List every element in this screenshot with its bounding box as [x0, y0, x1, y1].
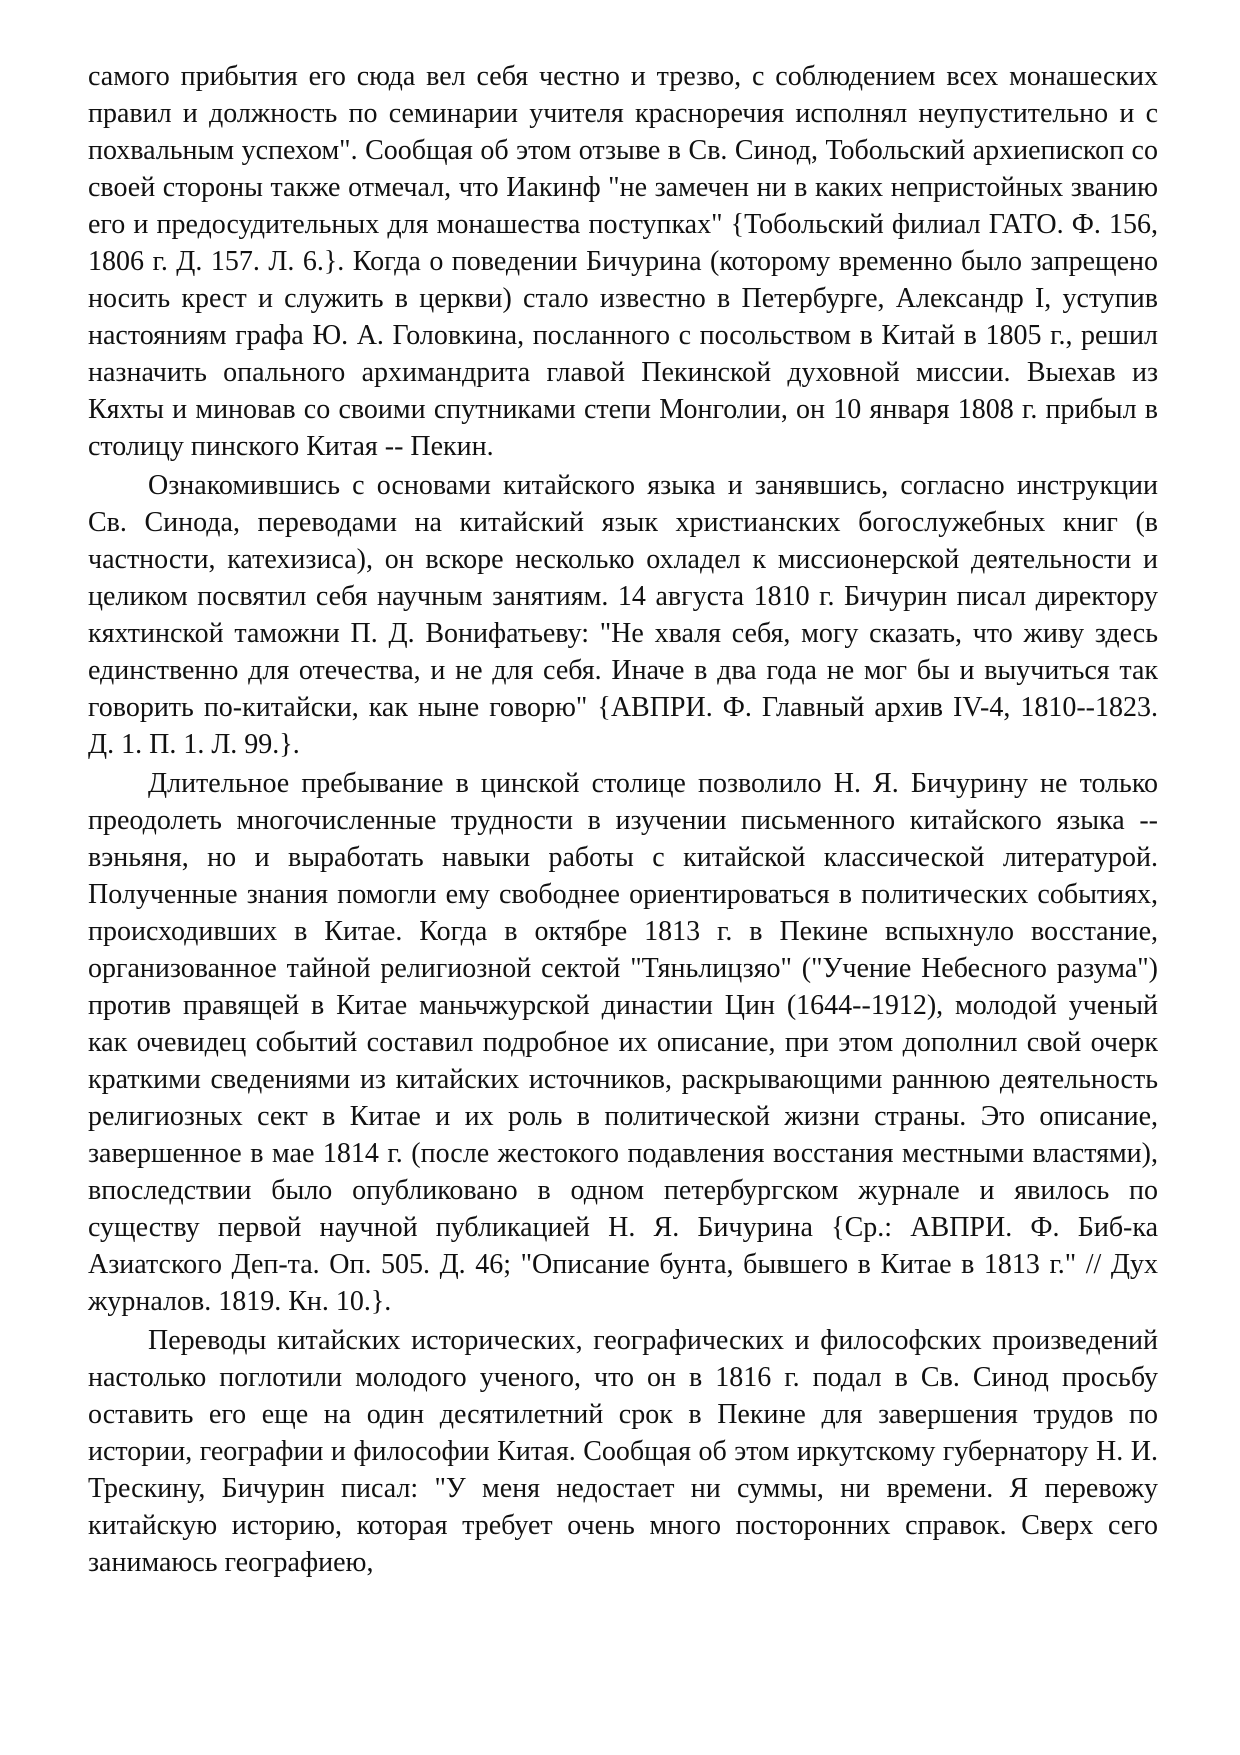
paragraph-1: самого прибытия его сюда вел себя честно и трезво, с соблюдением всех монашеских правил и должность по семинарии учителя красноречия исполнял неупустительно и с похвальным успехом". Сообщая об этом отзыве в Св. Синод, Тобольский архиепископ со своей стороны также отмечал, что Иакинф "не замечен ни в каких непристойных званию его и предосудительных для монашества поступках" {Тобольский филиал ГАТО. Ф. 156, 1806 г. Д. 157. Л. 6.}. Когда о поведении Бичурина (которому временно было запрещено носить крест и служить в церкви) стало известно в Петербурге, Александр I, уступив настояниям графа Ю. А. Головкина, посланного с посольством в Китай в 1805 г., решил назначить опального архимандрита главой Пекинской духовной миссии. Выехав из Кяхты и миновав со своими спутниками степи Монголии, он 10 января 1808 г. прибыл в столицу пинского Китая -- Пекин.	[88, 61, 1158, 462]
paragraph-2: Ознакомившись с основами китайского языка и занявшись, согласно инструкции Св. Синода, переводами на китайский язык христианских богослужебных книг (в частности, катехизиса), он вскоре несколько охладел к миссионерской деятельности и целиком посвятил себя научным занятиям. 14 августа 1810 г. Бичурин писал директору кяхтинской таможни П. Д. Вонифатьеву: "Не хваля себя, могу сказать, что живу здесь единственно для отечества, и не для себя. Иначе в два года не мог бы и выучиться так говорить по-китайски, как ныне говорю" {АВПРИ. Ф. Главный архив IV-4, 1810--1823. Д. 1. П. 1. Л. 99.}.	[88, 470, 1158, 760]
paragraph-3: Длительное пребывание в цинской столице позволило Н. Я. Бичурину не только преодолеть многочисленные трудности в изучении письменного китайского языка -- вэньяня, но и выработать навыки работы с китайской классической литературой. Полученные знания помогли ему свободнее ориентироваться в политических событиях, происходивших в Китае. Когда в октябре 1813 г. в Пекине вспыхнуло восстание, организованное тайной религиозной сектой "Тяньлицзяо" ("Учение Небесного разума") против правящей в Китае маньчжурской династии Цин (1644--1912), молодой ученый как очевидец событий составил подробное их описание, при этом дополнил свой очерк краткими сведениями из китайских источников, раскрывающими раннюю деятельность религиозных сект в Китае и их роль в политической жизни страны. Это описание, завершенное в мае 1814 г. (после жестокого подавления восстания местными властями), впоследствии было опубликовано в одном петербургском журнале и явилось по существу первой научной публикацией Н. Я. Бичурина {Ср.: АВПРИ. Ф. Биб-ка Азиатского Деп-та. Оп. 505. Д. 46; "Описание бунта, бывшего в Китае в 1813 г." // Дух журналов. 1819. Кн. 10.}.	[88, 768, 1158, 1317]
document-page	[88, 58, 1158, 1583]
paragraph-4: Переводы китайских исторических, географических и философских произведений настолько поглотили молодого ученого, что он в 1816 г. подал в Св. Синод просьбу оставить его еще на один десятилетний срок в Пекине для завершения трудов по истории, географии и философии Китая. Сообщая об этом иркутскому губернатору Н. И. Трескину, Бичурин писал: "У меня недостает ни суммы, ни времени. Я перевожу китайскую историю, которая требует очень много посторонних справок. Сверх сего занимаюсь географиею,	[88, 1325, 1158, 1578]
